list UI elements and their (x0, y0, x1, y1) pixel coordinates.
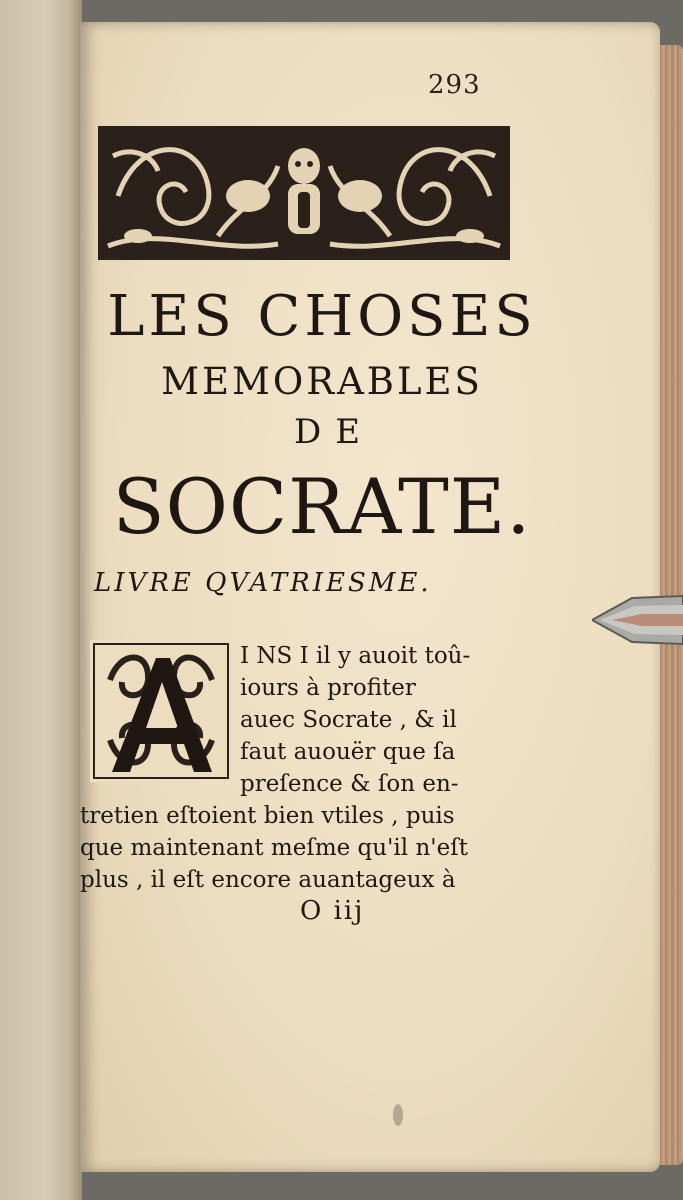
title-line-3: DE (293, 412, 375, 452)
text-line: preſence & ſon en- (240, 771, 459, 797)
title-line-2: MEMORABLES (161, 360, 483, 403)
facing-page-edge (0, 0, 82, 1200)
ornamental-initial-A-icon (90, 640, 232, 782)
signature-mark: O iij (300, 896, 365, 926)
ink-spot (393, 1104, 403, 1126)
text-line: tretien eſtoient bien vtiles , puis (80, 803, 455, 829)
book-heading: LIVRE QVATRIESME. (94, 568, 432, 598)
text-line: auec Socrate , & il (240, 707, 457, 733)
text-line: que maintenant meſme qu'il n'eſt (80, 835, 468, 861)
woodcut-headpiece-icon (98, 126, 510, 260)
metal-bookmark-icon (592, 592, 683, 648)
text-line: plus , il eſt encore auantageux à (80, 867, 456, 893)
text-line: iours à profiter (240, 675, 416, 701)
title-line-1: LES CHOSES (107, 284, 537, 349)
title-line-4: SOCRATE. (112, 462, 532, 551)
page-number: 293 (428, 70, 481, 100)
text-line: faut auouër que ſa (240, 739, 456, 765)
text-line: I NS I il y auoit toû- (240, 643, 471, 669)
